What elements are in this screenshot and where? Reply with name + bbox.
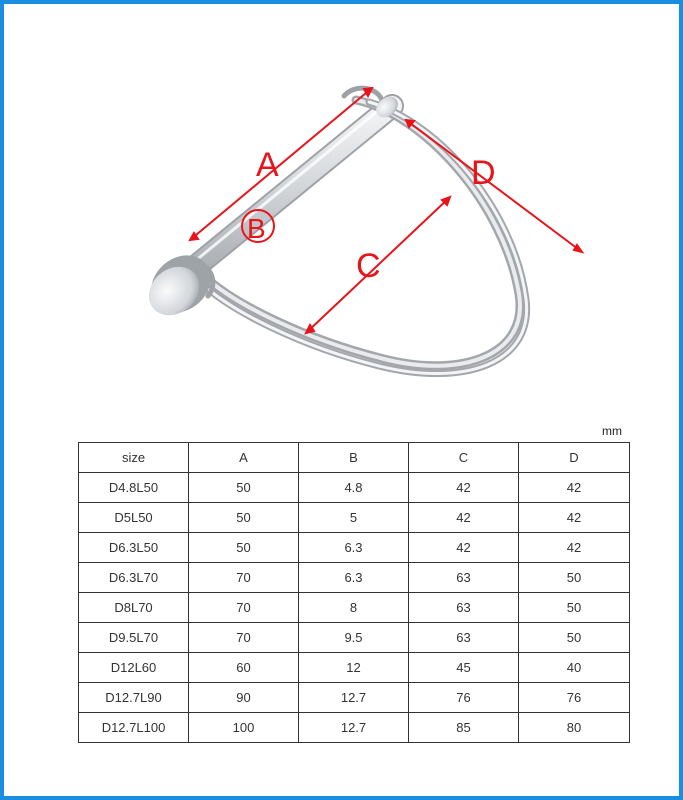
table-cell: 12	[299, 653, 409, 683]
table-cell: 12.7	[299, 683, 409, 713]
table-cell: D12L60	[79, 653, 189, 683]
table-cell: 42	[519, 473, 630, 503]
dimension-label-c: C	[356, 247, 381, 285]
table-cell: 4.8	[299, 473, 409, 503]
table-row	[79, 503, 630, 533]
dimension-label-a: A	[256, 146, 279, 184]
table-cell: D6.3L70	[79, 563, 189, 593]
table-cell: 42	[519, 503, 630, 533]
unit-label: mm	[602, 424, 622, 438]
table-cell: D12.7L90	[79, 683, 189, 713]
table-cell: 70	[189, 623, 299, 653]
table-cell: 6.3	[299, 563, 409, 593]
table-cell: D5L50	[79, 503, 189, 533]
table-cell: 50	[519, 623, 630, 653]
table-cell: 80	[519, 713, 630, 743]
table-cell: 42	[409, 503, 519, 533]
column-header-c: C	[409, 443, 519, 473]
table-cell: 5	[299, 503, 409, 533]
table-cell: 42	[409, 473, 519, 503]
linch-pin-diagram	[4, 4, 683, 424]
table-cell: 76	[519, 683, 630, 713]
table-row	[79, 713, 630, 743]
table-row	[79, 683, 630, 713]
table-cell: 9.5	[299, 623, 409, 653]
column-header-a: A	[189, 443, 299, 473]
table-cell: 76	[409, 683, 519, 713]
table-cell: 50	[519, 593, 630, 623]
table-cell: 40	[519, 653, 630, 683]
table-cell: 42	[409, 533, 519, 563]
table-cell: D8L70	[79, 593, 189, 623]
table-cell: 50	[189, 533, 299, 563]
table-row	[79, 593, 630, 623]
table-cell: 45	[409, 653, 519, 683]
table-cell: 50	[189, 503, 299, 533]
dimension-label-b: B	[247, 213, 266, 244]
table-row	[79, 473, 630, 503]
table-row	[79, 653, 630, 683]
table-cell: 50	[519, 563, 630, 593]
table-row	[79, 563, 630, 593]
dimension-label-d: D	[471, 154, 496, 192]
table-row	[79, 533, 630, 563]
table-cell: 70	[189, 593, 299, 623]
table-cell: 63	[409, 593, 519, 623]
table-cell: D4.8L50	[79, 473, 189, 503]
table-cell: D12.7L100	[79, 713, 189, 743]
table-cell: 6.3	[299, 533, 409, 563]
column-header-b: B	[299, 443, 409, 473]
table-cell: D6.3L50	[79, 533, 189, 563]
table-cell: 50	[189, 473, 299, 503]
table-header-row	[79, 443, 630, 473]
table-cell: 63	[409, 623, 519, 653]
table-row	[79, 623, 630, 653]
table-cell: 70	[189, 563, 299, 593]
table-cell: 63	[409, 563, 519, 593]
table-cell: 8	[299, 593, 409, 623]
size-table	[78, 442, 630, 743]
column-header-size: size	[79, 443, 189, 473]
table-cell: 12.7	[299, 713, 409, 743]
table-cell: 100	[189, 713, 299, 743]
table-cell: 42	[519, 533, 630, 563]
table-cell: 90	[189, 683, 299, 713]
table-cell: D9.5L70	[79, 623, 189, 653]
table-cell: 60	[189, 653, 299, 683]
column-header-d: D	[519, 443, 630, 473]
table-cell: 85	[409, 713, 519, 743]
